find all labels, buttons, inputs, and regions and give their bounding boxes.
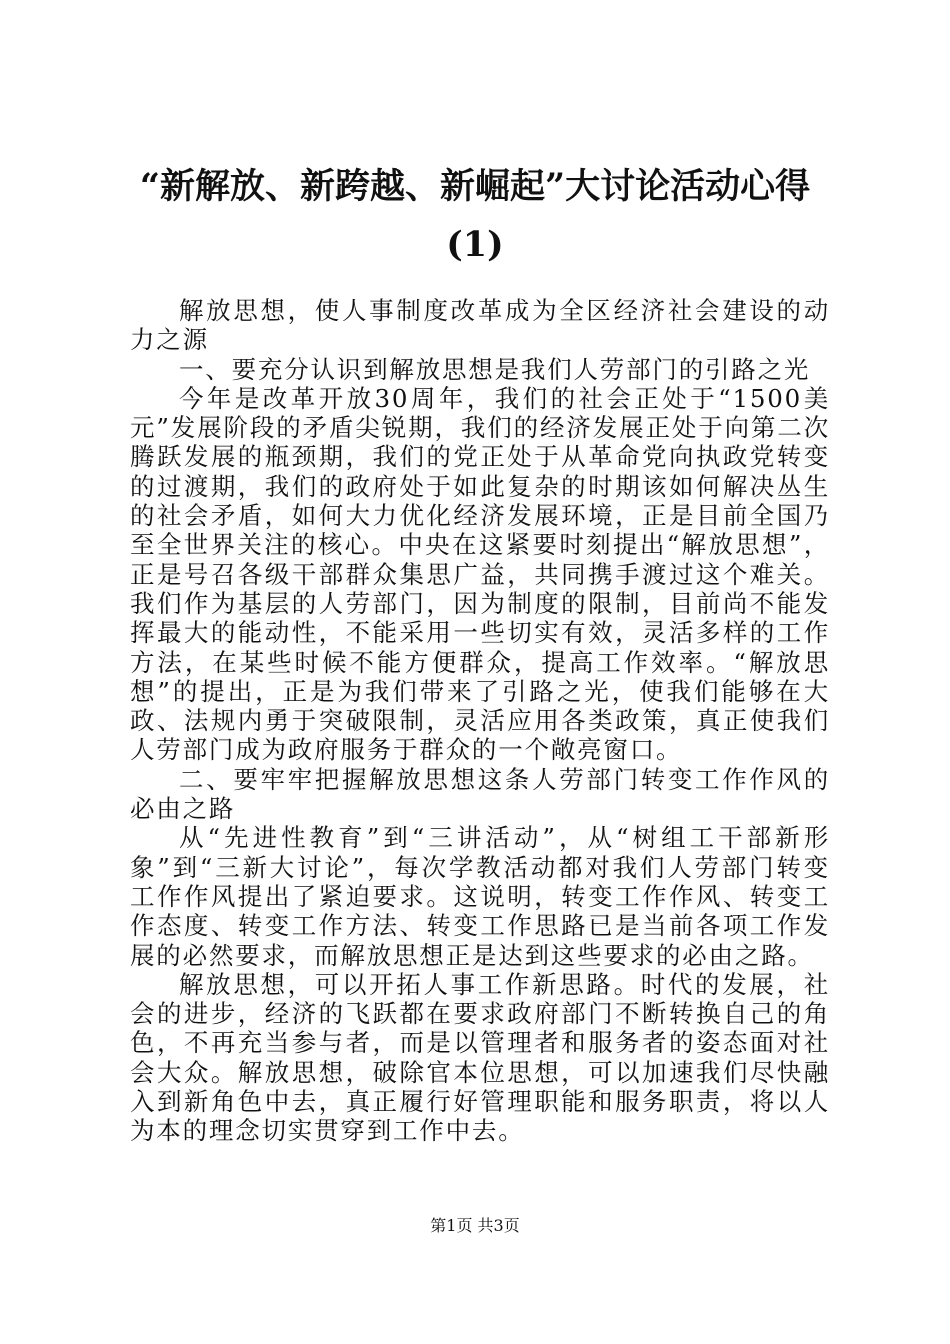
paragraph: 今年是改革开放30周年，我们的社会正处于“1500美元”发展阶段的矛盾尖锐期，我们的经济发展正处于向第二次腾跃发展的瓶颈期，我们的党正处于从革命党向执政党转变的过渡期，我们的政府处于如此复杂的时期该如何解决丛生的社会矛盾，如何大力优化经济发展环境，正是目前全国乃至全世界关注的核心。中央在这紧要时刻提出“解放思想”，正是号召各级干部群众集思广益，共同携手渡过这个难关。我们作为基层的人劳部门，因为制度的限制，目前尚不能发挥最大的能动性，不能采用一些切实有效，灵活多样的工作方法，在某些时候不能方便群众，提高工作效率。“解放思想”的提出，正是为我们带来了引路之光，使我们能够在大政、法规内勇于突破限制，灵活应用各类政策，真正使我们人劳部门成为政府服务于群众的一个敞亮窗口。 [130,383,830,765]
document-body [130,296,830,1146]
section-heading-1: 一、要充分认识到解放思想是我们人劳部门的引路之光 [179,354,811,384]
title-line-1: “新解放、新跨越、新崛起”大讨论活动心得 [139,166,811,207]
title-line-2: (1) [446,224,504,265]
document-title [100,158,850,274]
page-footer: 第1页 共3页 [430,1216,520,1235]
paragraph: 解放思想，可以开拓人事工作新思路。时代的发展，社会的进步，经济的飞跃都在要求政府部门不断转换自己的角色，不再充当参与者，而是以管理者和服务者的姿态面对社会大众。解放思想，破除官本位思想，可以加速我们尽快融入到新角色中去，真正履行好管理职能和服务职责，将以人为本的理念切实贯穿到工作中去。 [130,969,830,1146]
paragraph-heading: 解放思想，使人事制度改革成为全区经济社会建设的动力之源 [130,296,830,355]
section-heading-2: 二、要牢牢把握解放思想这条人劳部门转变工作作风的必由之路 [130,764,830,824]
paragraph: 从“先进性教育”到“三讲活动”，从“树组工干部新形象”到“三新大讨论”，每次学教活动都对我们人劳部门转变工作作风提出了紧迫要求。这说明，转变工作作风、转变工作态度、转变工作方法、转变工作思路已是当前各项工作发展的必然要求，而解放思想正是达到这些要求的必由之路。 [130,823,830,970]
